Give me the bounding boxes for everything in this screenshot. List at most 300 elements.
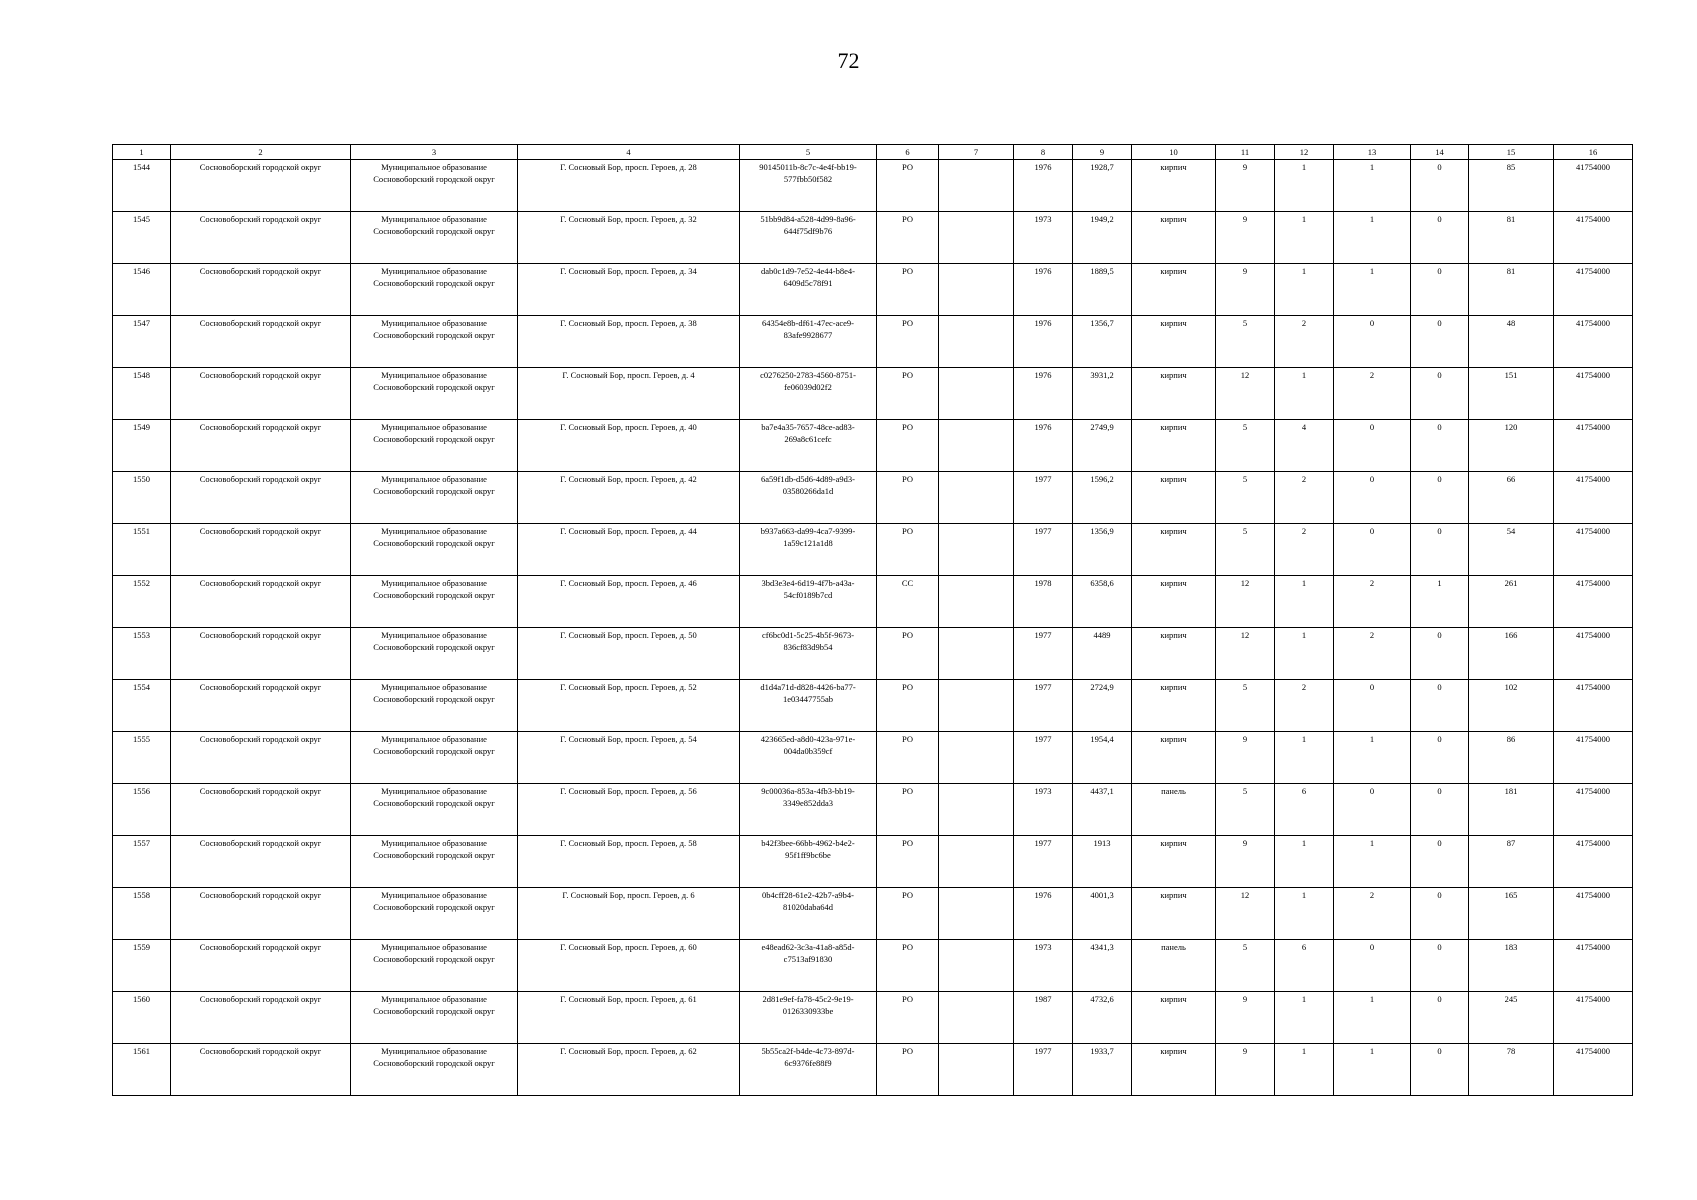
column-header-7: 7 — [939, 145, 1014, 160]
address-cell: Г. Сосновый Бор, просп. Героев, д. 60 — [518, 940, 740, 992]
apartments-cell: 85 — [1469, 160, 1554, 212]
district-cell: Сосновоборский городской округ — [171, 784, 351, 836]
address-cell: Г. Сосновый Бор, просп. Героев, д. 32 — [518, 212, 740, 264]
apartments-cell: 261 — [1469, 576, 1554, 628]
house-guid-cell — [740, 212, 877, 264]
entrances-cell: 6 — [1275, 940, 1334, 992]
floors-cell: 9 — [1216, 836, 1275, 888]
management-form-cell: СС — [877, 576, 939, 628]
column-header-5: 5 — [740, 145, 877, 160]
oktmo-cell: 41754000 — [1554, 420, 1633, 472]
area-cell: 1949,2 — [1073, 212, 1132, 264]
oktmo-cell: 41754000 — [1554, 940, 1633, 992]
entrances-cell: 1 — [1275, 992, 1334, 1044]
oktmo-cell: 41754000 — [1554, 784, 1633, 836]
row-number: 1551 — [113, 524, 171, 576]
municipality-cell-line: Муниципальное образование — [381, 682, 487, 692]
column-header-14: 14 — [1411, 145, 1469, 160]
table-row — [113, 420, 1633, 472]
municipality-cell-line: Сосновоборский городской округ — [373, 382, 495, 392]
lifts-cell: 0 — [1334, 472, 1411, 524]
area-cell: 1889,5 — [1073, 264, 1132, 316]
municipality-cell — [351, 992, 518, 1044]
column-header-4: 4 — [518, 145, 740, 160]
table-row — [113, 732, 1633, 784]
build-year-cell: 1977 — [1014, 680, 1073, 732]
column-14-cell: 0 — [1411, 680, 1469, 732]
table-row — [113, 992, 1633, 1044]
oktmo-cell: 41754000 — [1554, 628, 1633, 680]
house-guid-cell-line: c0276250-2783-4560-8751- — [760, 370, 856, 380]
column-7-cell — [939, 680, 1014, 732]
municipality-cell-line: Муниципальное образование — [381, 630, 487, 640]
house-guid-cell-line: dab0c1d9-7e52-4e44-b8e4- — [761, 266, 855, 276]
apartments-cell: 48 — [1469, 316, 1554, 368]
build-year-cell: 1978 — [1014, 576, 1073, 628]
management-form-cell: РО — [877, 524, 939, 576]
management-form-cell: РО — [877, 992, 939, 1044]
column-14-cell: 0 — [1411, 160, 1469, 212]
district-cell: Сосновоборский городской округ — [171, 576, 351, 628]
municipality-cell-line: Муниципальное образование — [381, 838, 487, 848]
municipality-cell-line: Сосновоборский городской округ — [373, 434, 495, 444]
apartments-cell: 81 — [1469, 212, 1554, 264]
district-cell: Сосновоборский городской округ — [171, 264, 351, 316]
house-guid-cell-line: 1e03447755ab — [782, 694, 834, 704]
column-14-cell: 0 — [1411, 316, 1469, 368]
oktmo-cell: 41754000 — [1554, 992, 1633, 1044]
address-cell: Г. Сосновый Бор, просп. Героев, д. 58 — [518, 836, 740, 888]
house-guid-cell-line: 03580266da1d — [782, 486, 834, 496]
housing-registry-table — [112, 144, 1633, 1096]
municipality-cell-line: Сосновоборский городской округ — [373, 174, 495, 184]
row-number: 1549 — [113, 420, 171, 472]
area-cell: 1356,7 — [1073, 316, 1132, 368]
floors-cell: 12 — [1216, 368, 1275, 420]
entrances-cell: 1 — [1275, 888, 1334, 940]
municipality-cell — [351, 680, 518, 732]
house-guid-cell-line: 64354e8b-df61-47ec-ace9- — [761, 318, 855, 328]
district-cell: Сосновоборский городской округ — [171, 888, 351, 940]
row-number: 1548 — [113, 368, 171, 420]
entrances-cell: 1 — [1275, 1044, 1334, 1096]
row-number: 1545 — [113, 212, 171, 264]
oktmo-cell: 41754000 — [1554, 316, 1633, 368]
column-7-cell — [939, 628, 1014, 680]
table-row — [113, 940, 1633, 992]
house-guid-cell — [740, 316, 877, 368]
house-guid-cell-line: 5b55ca2f-b4de-4c73-897d- — [761, 1046, 855, 1056]
floors-cell: 5 — [1216, 524, 1275, 576]
municipality-cell-line: Сосновоборский городской округ — [373, 1058, 495, 1068]
column-header-13: 13 — [1334, 145, 1411, 160]
management-form-cell: РО — [877, 420, 939, 472]
municipality-cell-line: Сосновоборский городской округ — [373, 330, 495, 340]
row-number: 1544 — [113, 160, 171, 212]
column-header-10: 10 — [1132, 145, 1216, 160]
municipality-cell-line: Сосновоборский городской округ — [373, 642, 495, 652]
house-guid-cell-line: 3349e852dda3 — [782, 798, 834, 808]
municipality-cell-line: Муниципальное образование — [381, 734, 487, 744]
column-header-16: 16 — [1554, 145, 1633, 160]
apartments-cell: 66 — [1469, 472, 1554, 524]
apartments-cell: 87 — [1469, 836, 1554, 888]
row-number: 1556 — [113, 784, 171, 836]
municipality-cell — [351, 420, 518, 472]
municipality-cell-line: Муниципальное образование — [381, 318, 487, 328]
build-year-cell: 1976 — [1014, 264, 1073, 316]
municipality-cell — [351, 472, 518, 524]
table-row — [113, 316, 1633, 368]
table-row — [113, 1044, 1633, 1096]
wall-material-cell: кирпич — [1132, 524, 1216, 576]
column-header-3: 3 — [351, 145, 518, 160]
municipality-cell — [351, 368, 518, 420]
house-guid-cell-line: 6a59f1db-d5d6-4d89-a9d3- — [761, 474, 855, 484]
lifts-cell: 2 — [1334, 576, 1411, 628]
column-number-row — [113, 145, 1633, 160]
house-guid-cell-line: 1a59c121a1d8 — [783, 538, 833, 548]
municipality-cell — [351, 1044, 518, 1096]
house-guid-cell-line: 83afe9928677 — [783, 330, 833, 340]
build-year-cell: 1977 — [1014, 1044, 1073, 1096]
column-7-cell — [939, 316, 1014, 368]
lifts-cell: 2 — [1334, 888, 1411, 940]
row-number: 1558 — [113, 888, 171, 940]
row-number: 1552 — [113, 576, 171, 628]
address-cell: Г. Сосновый Бор, просп. Героев, д. 42 — [518, 472, 740, 524]
municipality-cell-line: Муниципальное образование — [381, 474, 487, 484]
table-row — [113, 472, 1633, 524]
district-cell: Сосновоборский городской округ — [171, 732, 351, 784]
lifts-cell: 0 — [1334, 420, 1411, 472]
area-cell: 4341,3 — [1073, 940, 1132, 992]
lifts-cell: 0 — [1334, 940, 1411, 992]
house-guid-cell — [740, 680, 877, 732]
lifts-cell: 2 — [1334, 628, 1411, 680]
entrances-cell: 2 — [1275, 472, 1334, 524]
build-year-cell: 1976 — [1014, 368, 1073, 420]
column-7-cell — [939, 368, 1014, 420]
build-year-cell: 1977 — [1014, 836, 1073, 888]
municipality-cell-line: Сосновоборский городской округ — [373, 902, 495, 912]
house-guid-cell — [740, 368, 877, 420]
municipality-cell-line: Сосновоборский городской округ — [373, 850, 495, 860]
municipality-cell — [351, 628, 518, 680]
address-cell: Г. Сосновый Бор, просп. Героев, д. 40 — [518, 420, 740, 472]
entrances-cell: 1 — [1275, 576, 1334, 628]
management-form-cell: РО — [877, 212, 939, 264]
area-cell: 4489 — [1073, 628, 1132, 680]
area-cell: 2749,9 — [1073, 420, 1132, 472]
house-guid-cell — [740, 992, 877, 1044]
district-cell: Сосновоборский городской округ — [171, 524, 351, 576]
build-year-cell: 1987 — [1014, 992, 1073, 1044]
build-year-cell: 1976 — [1014, 316, 1073, 368]
house-guid-cell-line: e48ead62-3c3a-41a8-a85d- — [761, 942, 855, 952]
wall-material-cell: кирпич — [1132, 732, 1216, 784]
oktmo-cell: 41754000 — [1554, 888, 1633, 940]
address-cell: Г. Сосновый Бор, просп. Героев, д. 34 — [518, 264, 740, 316]
address-cell: Г. Сосновый Бор, просп. Героев, д. 38 — [518, 316, 740, 368]
management-form-cell: РО — [877, 888, 939, 940]
floors-cell: 5 — [1216, 420, 1275, 472]
build-year-cell: 1976 — [1014, 420, 1073, 472]
municipality-cell-line: Сосновоборский городской округ — [373, 954, 495, 964]
row-number: 1554 — [113, 680, 171, 732]
column-14-cell: 1 — [1411, 576, 1469, 628]
house-guid-cell-line: 004da0b359cf — [783, 746, 833, 756]
district-cell: Сосновоборский городской округ — [171, 212, 351, 264]
area-cell: 1928,7 — [1073, 160, 1132, 212]
row-number: 1557 — [113, 836, 171, 888]
entrances-cell: 1 — [1275, 628, 1334, 680]
lifts-cell: 0 — [1334, 680, 1411, 732]
municipality-cell-line: Сосновоборский городской округ — [373, 746, 495, 756]
column-7-cell — [939, 524, 1014, 576]
house-guid-cell-line: 836cf83d9b54 — [783, 642, 833, 652]
column-14-cell: 0 — [1411, 888, 1469, 940]
address-cell: Г. Сосновый Бор, просп. Героев, д. 6 — [518, 888, 740, 940]
lifts-cell: 1 — [1334, 264, 1411, 316]
column-14-cell: 0 — [1411, 368, 1469, 420]
municipality-cell — [351, 264, 518, 316]
municipality-cell — [351, 576, 518, 628]
wall-material-cell: кирпич — [1132, 472, 1216, 524]
address-cell: Г. Сосновый Бор, просп. Героев, д. 4 — [518, 368, 740, 420]
oktmo-cell: 41754000 — [1554, 264, 1633, 316]
lifts-cell: 1 — [1334, 160, 1411, 212]
wall-material-cell: кирпич — [1132, 992, 1216, 1044]
house-guid-cell-line: 81020daba64d — [782, 902, 834, 912]
entrances-cell: 1 — [1275, 212, 1334, 264]
area-cell: 1356,9 — [1073, 524, 1132, 576]
floors-cell: 5 — [1216, 940, 1275, 992]
row-number: 1555 — [113, 732, 171, 784]
row-number: 1560 — [113, 992, 171, 1044]
apartments-cell: 102 — [1469, 680, 1554, 732]
wall-material-cell: кирпич — [1132, 264, 1216, 316]
entrances-cell: 4 — [1275, 420, 1334, 472]
area-cell: 1954,4 — [1073, 732, 1132, 784]
wall-material-cell: кирпич — [1132, 420, 1216, 472]
management-form-cell: РО — [877, 732, 939, 784]
municipality-cell — [351, 888, 518, 940]
table-row — [113, 576, 1633, 628]
house-guid-cell-line: 644f75df9b76 — [783, 226, 833, 236]
municipality-cell — [351, 940, 518, 992]
house-guid-cell-line: 54cf0189b7cd — [783, 590, 833, 600]
area-cell: 6358,6 — [1073, 576, 1132, 628]
municipality-cell — [351, 316, 518, 368]
house-guid-cell — [740, 524, 877, 576]
municipality-cell-line: Муниципальное образование — [381, 578, 487, 588]
municipality-cell-line: Сосновоборский городской округ — [373, 538, 495, 548]
apartments-cell: 165 — [1469, 888, 1554, 940]
house-guid-cell-line: 269a8c61cefc — [784, 434, 832, 444]
wall-material-cell: кирпич — [1132, 212, 1216, 264]
oktmo-cell: 41754000 — [1554, 472, 1633, 524]
management-form-cell: РО — [877, 940, 939, 992]
apartments-cell: 86 — [1469, 732, 1554, 784]
address-cell: Г. Сосновый Бор, просп. Героев, д. 62 — [518, 1044, 740, 1096]
district-cell: Сосновоборский городской округ — [171, 992, 351, 1044]
column-7-cell — [939, 888, 1014, 940]
column-14-cell: 0 — [1411, 212, 1469, 264]
entrances-cell: 1 — [1275, 732, 1334, 784]
column-14-cell: 0 — [1411, 628, 1469, 680]
lifts-cell: 1 — [1334, 732, 1411, 784]
house-guid-cell — [740, 1044, 877, 1096]
column-header-9: 9 — [1073, 145, 1132, 160]
district-cell: Сосновоборский городской округ — [171, 680, 351, 732]
column-header-8: 8 — [1014, 145, 1073, 160]
house-guid-cell-line: 2d81e9ef-fa78-45c2-9e19- — [762, 994, 854, 1004]
management-form-cell: РО — [877, 680, 939, 732]
floors-cell: 5 — [1216, 316, 1275, 368]
house-guid-cell-line: 9c00036a-853a-4fb3-bb19- — [761, 786, 855, 796]
column-header-1: 1 — [113, 145, 171, 160]
row-number: 1561 — [113, 1044, 171, 1096]
column-header-6: 6 — [877, 145, 939, 160]
municipality-cell-line: Сосновоборский городской округ — [373, 694, 495, 704]
oktmo-cell: 41754000 — [1554, 524, 1633, 576]
municipality-cell-line: Муниципальное образование — [381, 786, 487, 796]
floors-cell: 9 — [1216, 160, 1275, 212]
house-guid-cell-line: b937a663-da99-4ca7-9399- — [760, 526, 856, 536]
municipality-cell-line: Муниципальное образование — [381, 942, 487, 952]
municipality-cell-line: Сосновоборский городской округ — [373, 590, 495, 600]
row-number: 1550 — [113, 472, 171, 524]
oktmo-cell: 41754000 — [1554, 576, 1633, 628]
management-form-cell: РО — [877, 316, 939, 368]
wall-material-cell: кирпич — [1132, 680, 1216, 732]
entrances-cell: 2 — [1275, 524, 1334, 576]
apartments-cell: 120 — [1469, 420, 1554, 472]
area-cell: 2724,9 — [1073, 680, 1132, 732]
floors-cell: 9 — [1216, 732, 1275, 784]
district-cell: Сосновоборский городской округ — [171, 420, 351, 472]
municipality-cell — [351, 212, 518, 264]
district-cell: Сосновоборский городской округ — [171, 368, 351, 420]
floors-cell: 12 — [1216, 628, 1275, 680]
house-guid-cell-line: 3bd3e3e4-6d19-4f7b-a43a- — [761, 578, 855, 588]
house-guid-cell — [740, 940, 877, 992]
area-cell: 1596,2 — [1073, 472, 1132, 524]
column-14-cell: 0 — [1411, 836, 1469, 888]
oktmo-cell: 41754000 — [1554, 1044, 1633, 1096]
column-header-11: 11 — [1216, 145, 1275, 160]
house-guid-cell-line: 0b4cff28-61e2-42b7-a9b4- — [762, 890, 854, 900]
floors-cell: 12 — [1216, 576, 1275, 628]
floors-cell: 5 — [1216, 472, 1275, 524]
column-14-cell: 0 — [1411, 1044, 1469, 1096]
build-year-cell: 1976 — [1014, 160, 1073, 212]
column-7-cell — [939, 940, 1014, 992]
house-guid-cell — [740, 732, 877, 784]
district-cell: Сосновоборский городской округ — [171, 472, 351, 524]
wall-material-cell: кирпич — [1132, 836, 1216, 888]
wall-material-cell: панель — [1132, 940, 1216, 992]
district-cell: Сосновоборский городской округ — [171, 628, 351, 680]
apartments-cell: 183 — [1469, 940, 1554, 992]
entrances-cell: 1 — [1275, 836, 1334, 888]
house-guid-cell-line: 6c9376fe88f9 — [784, 1058, 832, 1068]
address-cell: Г. Сосновый Бор, просп. Героев, д. 50 — [518, 628, 740, 680]
table-row — [113, 524, 1633, 576]
floors-cell: 9 — [1216, 1044, 1275, 1096]
build-year-cell: 1976 — [1014, 888, 1073, 940]
house-guid-cell-line: 51bb9d84-a528-4d99-8a96- — [760, 214, 856, 224]
table-row — [113, 264, 1633, 316]
management-form-cell: РО — [877, 472, 939, 524]
municipality-cell-line: Сосновоборский городской округ — [373, 226, 495, 236]
area-cell: 4437,1 — [1073, 784, 1132, 836]
area-cell: 1913 — [1073, 836, 1132, 888]
table-row — [113, 680, 1633, 732]
municipality-cell — [351, 836, 518, 888]
lifts-cell: 0 — [1334, 784, 1411, 836]
floors-cell: 5 — [1216, 680, 1275, 732]
house-guid-cell-line: cf6bc0d1-5c25-4b5f-9673- — [761, 630, 855, 640]
lifts-cell: 1 — [1334, 992, 1411, 1044]
build-year-cell: 1977 — [1014, 628, 1073, 680]
district-cell: Сосновоборский городской округ — [171, 160, 351, 212]
address-cell: Г. Сосновый Бор, просп. Героев, д. 56 — [518, 784, 740, 836]
municipality-cell-line: Муниципальное образование — [381, 370, 487, 380]
lifts-cell: 1 — [1334, 1044, 1411, 1096]
wall-material-cell: кирпич — [1132, 1044, 1216, 1096]
floors-cell: 5 — [1216, 784, 1275, 836]
address-cell: Г. Сосновый Бор, просп. Героев, д. 52 — [518, 680, 740, 732]
column-7-cell — [939, 576, 1014, 628]
column-14-cell: 0 — [1411, 784, 1469, 836]
row-number: 1546 — [113, 264, 171, 316]
column-7-cell — [939, 992, 1014, 1044]
row-number: 1559 — [113, 940, 171, 992]
floors-cell: 9 — [1216, 992, 1275, 1044]
management-form-cell: РО — [877, 836, 939, 888]
column-14-cell: 0 — [1411, 732, 1469, 784]
wall-material-cell: кирпич — [1132, 888, 1216, 940]
house-guid-cell — [740, 420, 877, 472]
wall-material-cell: кирпич — [1132, 368, 1216, 420]
house-guid-cell-line: b42f3bee-66bb-4962-b4e2- — [761, 838, 855, 848]
floors-cell: 12 — [1216, 888, 1275, 940]
house-guid-cell — [740, 888, 877, 940]
house-guid-cell-line: 0126330933be — [782, 1006, 834, 1016]
wall-material-cell: кирпич — [1132, 160, 1216, 212]
address-cell: Г. Сосновый Бор, просп. Героев, д. 44 — [518, 524, 740, 576]
entrances-cell: 1 — [1275, 368, 1334, 420]
entrances-cell: 1 — [1275, 160, 1334, 212]
column-header-12: 12 — [1275, 145, 1334, 160]
municipality-cell-line: Муниципальное образование — [381, 1046, 487, 1056]
row-number: 1553 — [113, 628, 171, 680]
column-14-cell: 0 — [1411, 940, 1469, 992]
lifts-cell: 2 — [1334, 368, 1411, 420]
municipality-cell-line: Муниципальное образование — [381, 214, 487, 224]
oktmo-cell: 41754000 — [1554, 732, 1633, 784]
oktmo-cell: 41754000 — [1554, 160, 1633, 212]
column-14-cell: 0 — [1411, 264, 1469, 316]
table-row — [113, 368, 1633, 420]
apartments-cell: 166 — [1469, 628, 1554, 680]
table-row — [113, 160, 1633, 212]
house-guid-cell-line: 6409d5c78f91 — [783, 278, 833, 288]
house-guid-cell-line: ba7e4a35-7657-48ce-ad83- — [761, 422, 855, 432]
house-guid-cell-line: d1d4a71d-d828-4426-ba77- — [760, 682, 856, 692]
